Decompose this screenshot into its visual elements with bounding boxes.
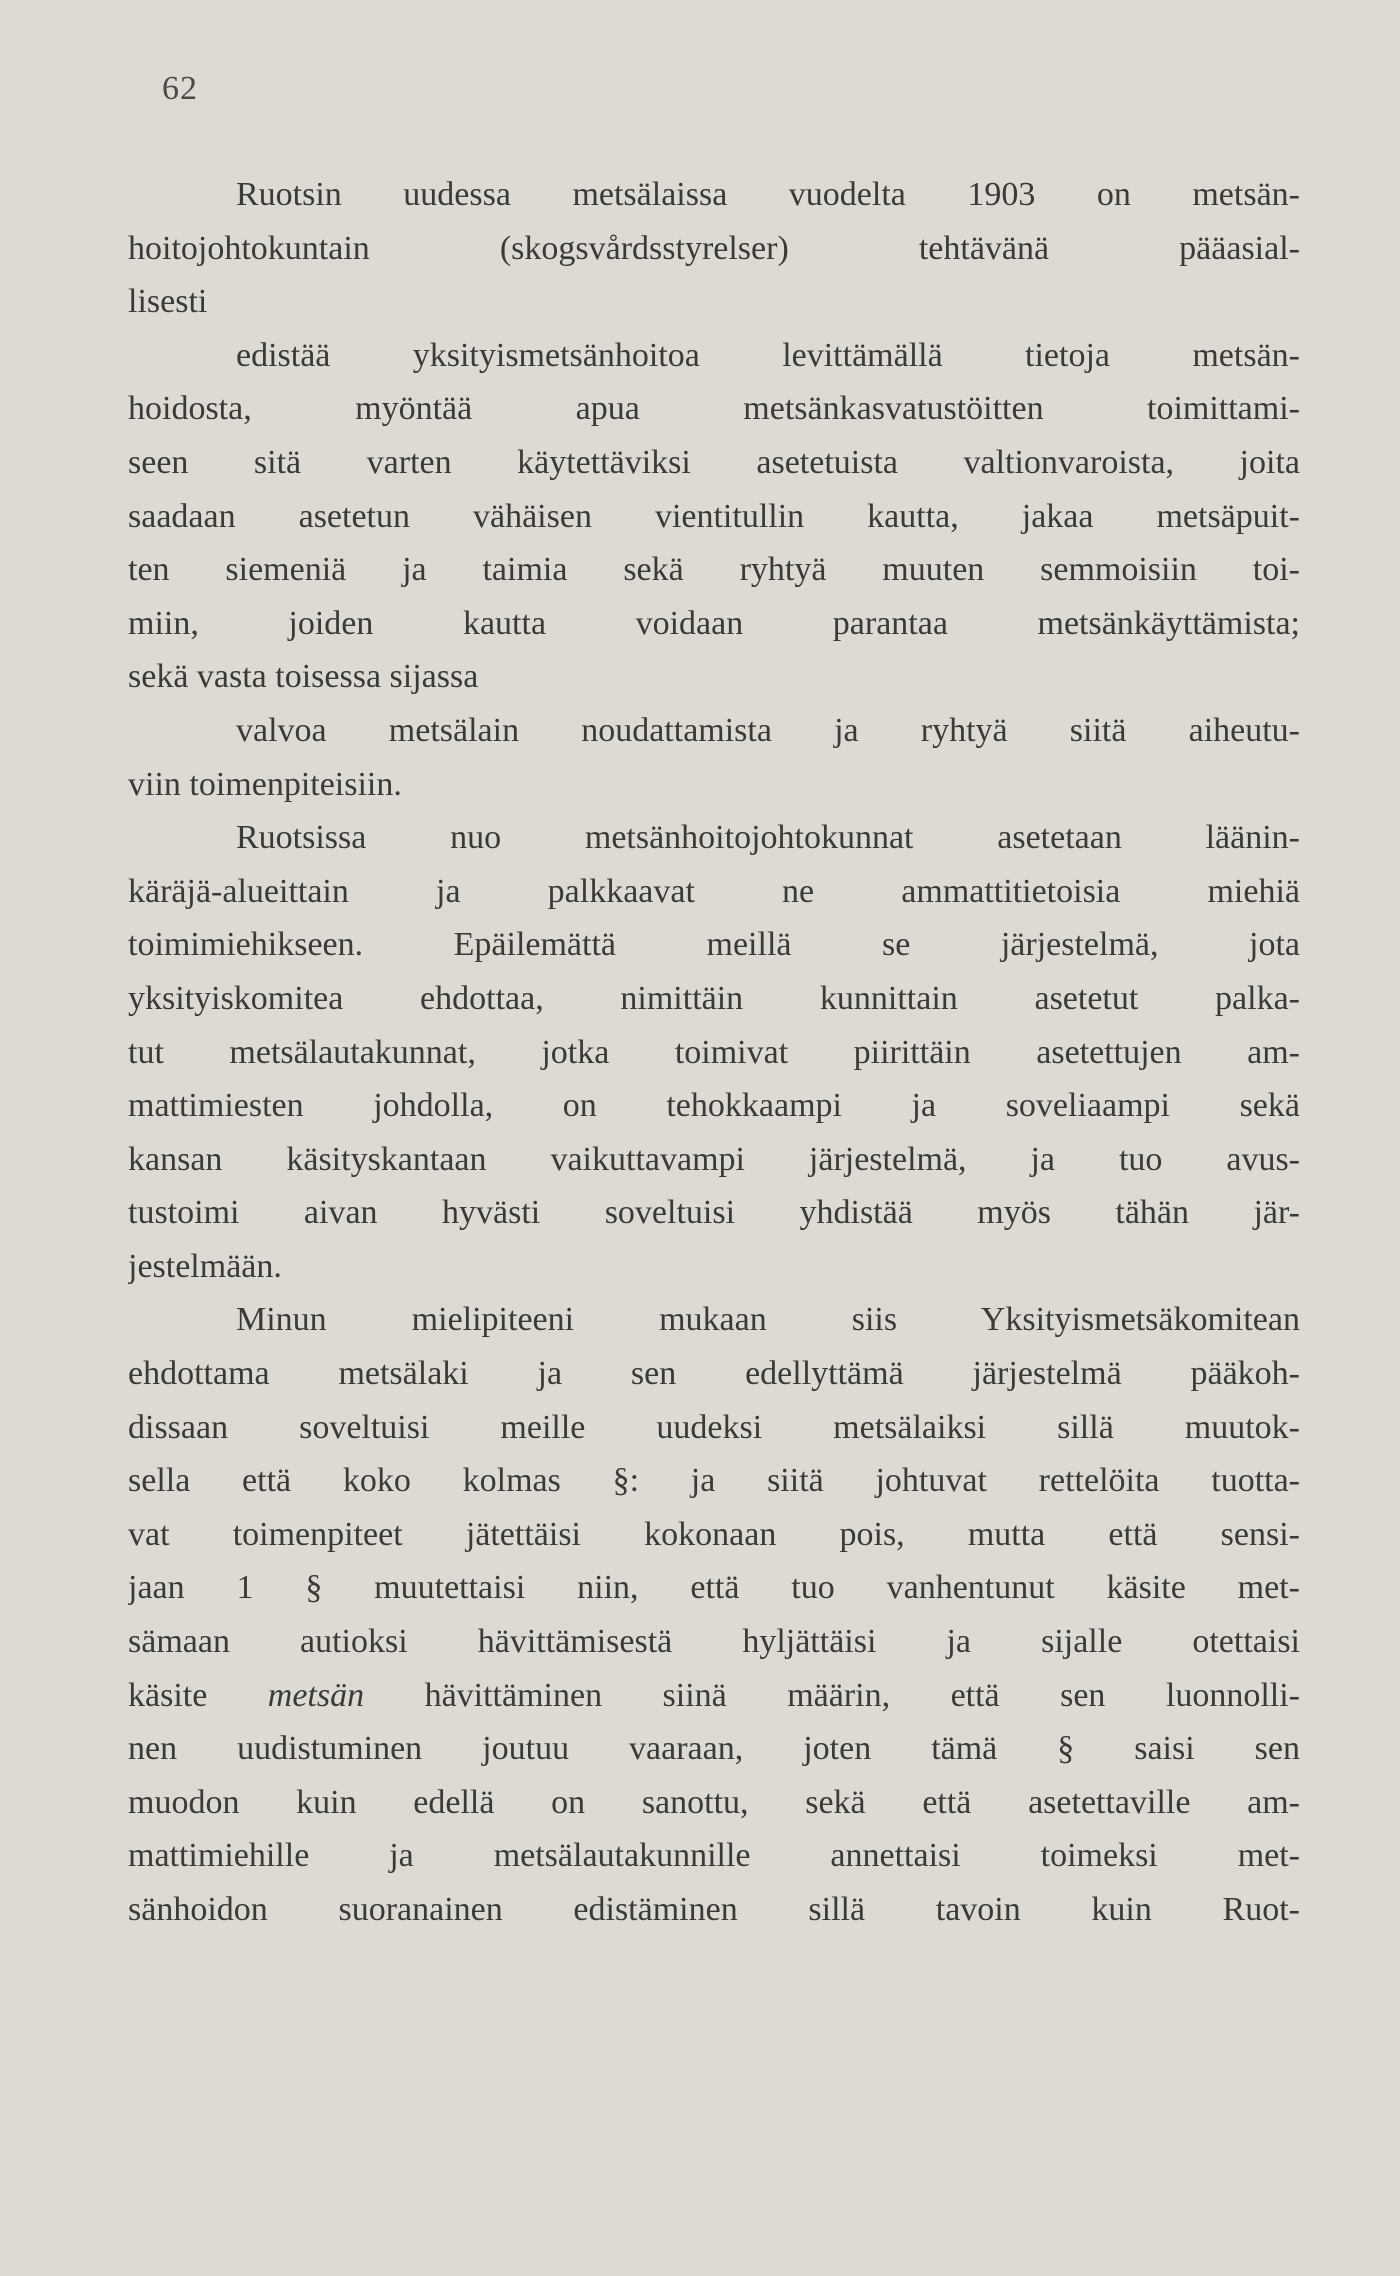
- text-line: hoidosta, myöntää apua metsänkasvatustöitten toimittami-: [128, 390, 1300, 428]
- text-line: muodon kuin edellä on sanottu, sekä että asetettaville am-: [128, 1783, 1300, 1821]
- text-line: sella että koko kolmas §: ja siitä johtuvat rettelöita tuotta-: [128, 1462, 1300, 1500]
- text-line: ehdottama metsälaki ja sen edellyttämä järjestelmä pääkoh-: [128, 1355, 1300, 1393]
- text-line: valvoa metsälain noudattamista ja ryhtyä siitä aiheutu-: [236, 711, 1300, 749]
- text-line: sekä vasta toisessa sijassa: [128, 658, 479, 696]
- text-line: edistää yksityismetsänhoitoa levittämällä tietoja metsän-: [236, 336, 1300, 374]
- text-line: käräjä-alueittain ja palkkaavat ne ammattitietoisia miehiä: [128, 872, 1300, 910]
- text-line: toimimiehikseen. Epäilemättä meillä se järjestelmä, jota: [128, 926, 1300, 964]
- text-line: viin toimenpiteisiin.: [128, 765, 402, 803]
- text-line: kansan käsityskantaan vaikuttavampi järjestelmä, ja tuo avus-: [128, 1140, 1300, 1178]
- text-line: tut metsälautakunnat, jotka toimivat piirittäin asetettujen am-: [128, 1033, 1300, 1071]
- body-text: [128, 168, 1300, 1937]
- text-line: tustoimi aivan hyvästi soveltuisi yhdistää myös tähän jär-: [128, 1194, 1300, 1232]
- italic-word: metsän: [267, 1676, 365, 1714]
- text-line: mattimiehille ja metsälautakunnille annettaisi toimeksi met-: [128, 1837, 1300, 1875]
- text-line: käsite metsän hävittäminen siinä määrin, että sen luonnolli-: [128, 1676, 1300, 1714]
- text-line: jestelmään.: [128, 1247, 282, 1285]
- text-line: seen sitä varten käytettäviksi asetetuista valtionvaroista, joita: [128, 443, 1300, 481]
- text-line: jaan 1 § muutettaisi niin, että tuo vanhentunut käsite met-: [128, 1569, 1300, 1607]
- text-line: lisesti: [128, 283, 208, 321]
- text-line: saadaan asetetun vähäisen vientitullin kautta, jakaa metsäpuit-: [128, 497, 1300, 535]
- text-line: mattimiesten johdolla, on tehokkaampi ja soveliaampi sekä: [128, 1087, 1300, 1125]
- text-line: Minun mielipiteeni mukaan siis Yksityismetsäkomitean: [236, 1301, 1300, 1339]
- text-line: nen uudistuminen joutuu vaaraan, joten tämä § saisi sen: [128, 1730, 1300, 1768]
- text-line: hoitojohtokuntain (skogsvårdsstyrelser) tehtävänä pääasial-: [128, 229, 1300, 267]
- text-line: miin, joiden kautta voidaan parantaa metsänkäyttämista;: [128, 604, 1300, 642]
- text-line: sänhoidon suoranainen edistäminen sillä tavoin kuin Ruot-: [128, 1891, 1300, 1928]
- text-line: Ruotsissa nuo metsänhoitojohtokunnat asetetaan läänin-: [236, 819, 1300, 857]
- text-line: Ruotsin uudessa metsälaissa vuodelta 1903 on metsän-: [236, 176, 1300, 213]
- text-line: yksityiskomitea ehdottaa, nimittäin kunnittain asetetut palka-: [128, 979, 1300, 1017]
- text-line: vat toimenpiteet jätettäisi kokonaan pois, mutta että sensi-: [128, 1515, 1300, 1553]
- text-line: dissaan soveltuisi meille uudeksi metsälaiksi sillä muutok-: [128, 1408, 1300, 1446]
- text-line: sämaan autioksi hävittämisestä hyljättäisi ja sijalle otettaisi: [128, 1623, 1300, 1661]
- page-number: 62: [162, 70, 198, 107]
- text-line: ten siemeniä ja taimia sekä ryhtyä muuten semmoisiin toi-: [128, 551, 1300, 589]
